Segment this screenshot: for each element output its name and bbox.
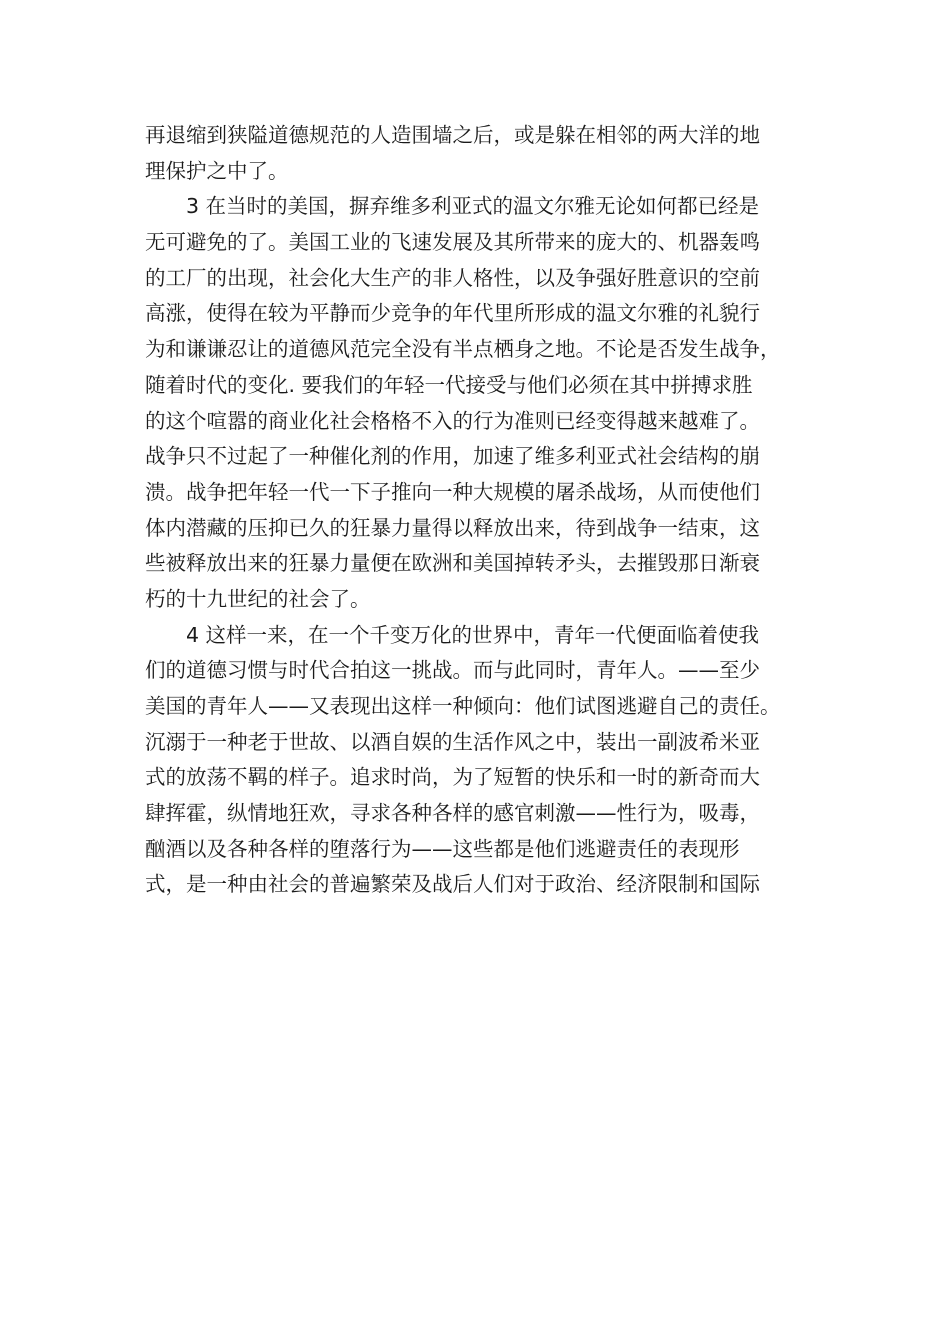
- body-text: [145, 118, 817, 903]
- text-line: 随着时代的变化. 要我们的年轻一代接受与他们必须在其中拼搏求胜: [145, 372, 753, 397]
- paragraph-3: [145, 189, 817, 617]
- text-line: 式，是一种由社会的普遍繁荣及战后人们对于政治、经济限制和国际: [145, 872, 760, 897]
- text-line: 的这个喧嚣的商业化社会格格不入的行为准则已经变得越来越难了。: [145, 408, 760, 433]
- text-line: 肆挥霍，纵情地狂欢，寻求各种各样的感官刺激——性行为，吸毒，: [145, 801, 760, 826]
- text-line: 朽的十九世纪的社会了。: [145, 586, 371, 611]
- text-line: 式的放荡不羁的样子。追求时尚，为了短暂的快乐和一时的新奇而大: [145, 765, 760, 790]
- text-line: 为和谦谦忍让的道德风范完全没有半点栖身之地。不论是否发生战争，: [145, 337, 781, 362]
- text-line: 体内潜藏的压抑已久的狂暴力量得以释放出来，待到战争一结束，这: [145, 515, 760, 540]
- text-line: 4 这样一来，在一个千变万化的世界中，青年一代便面临着使我: [186, 622, 760, 647]
- text-line: 们的道德习惯与时代合拍这一挑战。而与此同时，青年人。——至少: [145, 658, 760, 683]
- text-line: 理保护之中了。: [145, 158, 289, 183]
- text-line: 无可避免的了。美国工业的飞速发展及其所带来的庞大的、机器轰鸣: [145, 230, 760, 255]
- text-line: 的工厂的出现，社会化大生产的非人格性，以及争强好胜意识的空前: [145, 265, 760, 290]
- text-line: 美国的青年人——又表现出这样一种倾向：他们试图逃避自己的责任。: [145, 694, 781, 718]
- text-line: 再退缩到狭隘道德规范的人造围墙之后，或是躲在相邻的两大洋的地: [145, 123, 760, 147]
- text-line: 酗酒以及各种各样的堕落行为——这些都是他们逃避责任的表现形: [145, 836, 740, 861]
- text-line: 高涨，使得在较为平静而少竞争的年代里所形成的温文尔雅的礼貌行: [145, 301, 760, 326]
- text-line: 3 在当时的美国，摒弃维多利亚式的温文尔雅无论如何都已经是: [186, 194, 760, 219]
- text-line: 战争只不过起了一种催化剂的作用，加速了维多利亚式社会结构的崩: [145, 444, 760, 469]
- paragraph-4: [145, 618, 817, 904]
- text-line: 沉溺于一种老于世故、以酒自娱的生活作风之中，装出一副波希米亚: [145, 729, 760, 754]
- paragraph-continuation: [145, 118, 817, 189]
- text-line: 些被释放出来的狂暴力量便在欧洲和美国掉转矛头，去摧毁那日渐衰: [145, 551, 760, 576]
- text-line: 溃。战争把年轻一代一下子推向一种大规模的屠杀战场，从而使他们: [145, 479, 760, 504]
